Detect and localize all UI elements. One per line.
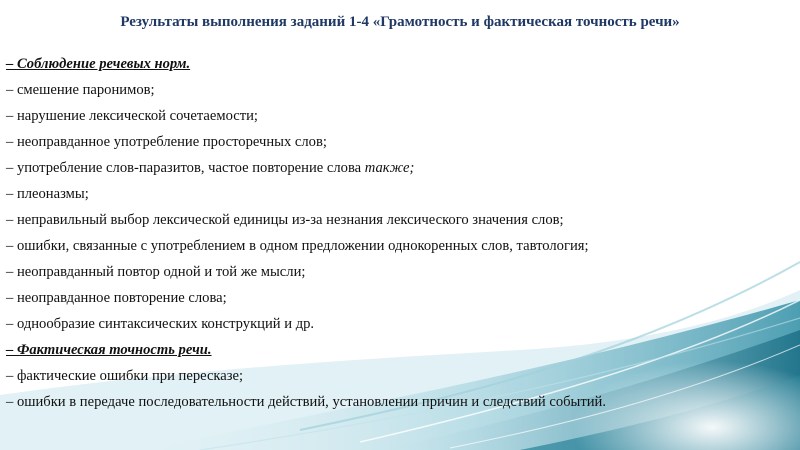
- list-item-text: – употребление слов-паразитов, частое повторение слова: [6, 160, 365, 176]
- list-item: [6, 158, 791, 184]
- list-item: [6, 184, 791, 210]
- list-item-text: – фактические ошибки при пересказе;: [6, 368, 244, 384]
- list-item-text: – Соблюдение речевых норм.: [6, 56, 191, 72]
- section-heading: [6, 54, 791, 80]
- list-item-text: – однообразие синтаксических конструкций и др.: [6, 316, 315, 332]
- list-item-text: – ошибки в передаче последовательности действий, установлении причин и следствий событий.: [6, 394, 607, 410]
- list-item: [6, 392, 791, 418]
- list-item: [6, 236, 791, 262]
- list-item: [6, 210, 791, 236]
- list-item: [6, 314, 791, 340]
- content-list: [6, 54, 791, 418]
- section-heading: [6, 340, 791, 366]
- list-item: [6, 262, 791, 288]
- list-item: [6, 80, 791, 106]
- list-item: [6, 366, 791, 392]
- list-item-text: – неоправданное повторение слова;: [6, 290, 227, 306]
- list-item: [6, 106, 791, 132]
- list-item: [6, 132, 791, 158]
- list-item: [6, 288, 791, 314]
- list-item-text: – Фактическая точность речи.: [6, 342, 212, 358]
- list-item-emphasis: также;: [364, 160, 415, 176]
- list-item-text: – плеоназмы;: [6, 186, 89, 202]
- list-item-text: – неоправданное употребление просторечных слов;: [6, 134, 327, 150]
- list-item-text: – неправильный выбор лексической единицы из-за незнания лексического значения слов;: [6, 212, 564, 228]
- list-item-text: – нарушение лексической сочетаемости;: [6, 108, 258, 124]
- list-item-text: – смешение паронимов;: [6, 82, 155, 98]
- list-item-text: – неоправданный повтор одной и той же мысли;: [6, 264, 306, 280]
- slide-title: Результаты выполнения заданий 1-4 «Грамотность и фактическая точность речи»: [120, 14, 680, 30]
- list-item-text: – ошибки, связанные с употреблением в одном предложении однокоренных слов, тавтология;: [6, 238, 589, 254]
